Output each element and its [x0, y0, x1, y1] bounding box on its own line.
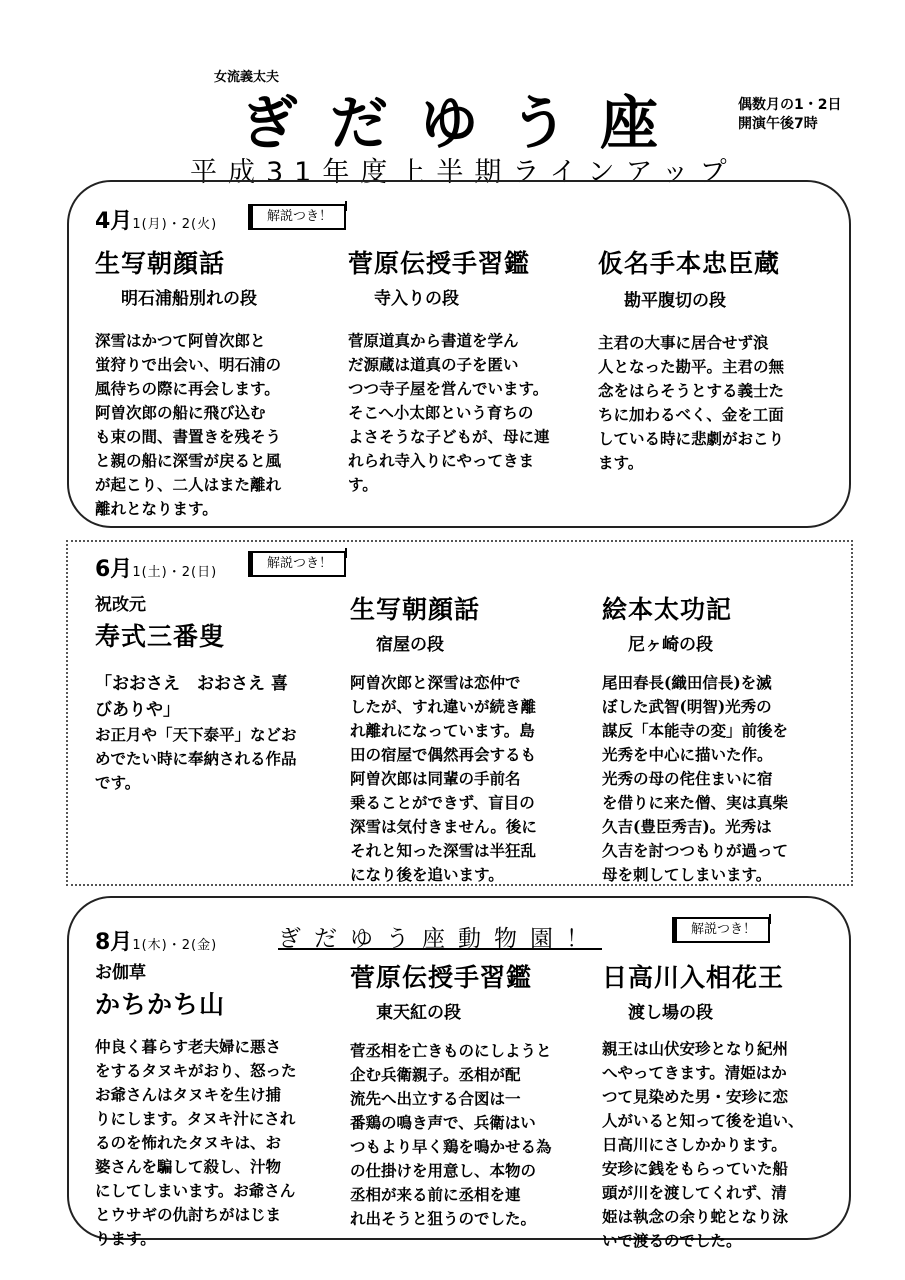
play-scene: 明石浦船別れの段	[121, 289, 257, 309]
august-play-1	[95, 958, 335, 1251]
event-title: ぎだゆう座動物園！	[278, 926, 602, 952]
august-commentary-badge: 解説つき！	[672, 917, 770, 943]
play-description: 菅原道真から書道を学ん だ源蔵は道真の子を匿い つつ寺子屋を営んでいます。 そこへ小太郎という育ちの よさそうな子どもが、母に連 れられ寺入りにやってきま す。	[348, 331, 550, 494]
august-play-2	[350, 958, 582, 1231]
play-scene: 渡し場の段	[628, 1003, 713, 1023]
play-description: 主君の大事に居合せず浪 人となった勘平。主君の無 念をはらそうとする義士た ちに加わるべく、金を工面 している時に悲劇がおこり ます。	[598, 333, 785, 472]
april-month-label: 4月	[95, 209, 133, 234]
august-play-3	[602, 958, 832, 1253]
august-month	[95, 925, 217, 956]
play-scene: 東天紅の段	[376, 1003, 461, 1023]
troupe-subtitle: 女流義太夫	[214, 70, 280, 85]
play-title: 寿式三番叟	[95, 622, 226, 651]
play-scene: 宿屋の段	[376, 635, 444, 655]
play-description: 仲良く暮らす老夫婦に悪さ をするタヌキがおり、怒った お爺さんはタヌキを生け捕 りにします。タヌキ汁にされ るのを怖れたタヌキは、お 婆さんを騙して殺し、汁物 にしてしまいます。お爺さん とウサギの仇討ちがはじま ります。	[95, 1037, 297, 1248]
play-title: 菅原伝授手習鑑	[348, 249, 531, 278]
play-scene: 勘平腹切の段	[624, 291, 726, 311]
play-scene: 寺入りの段	[374, 289, 459, 309]
april-dates: 1(月)・2(火)	[132, 217, 218, 232]
june-month	[95, 552, 217, 583]
june-play-1	[95, 590, 335, 795]
play-title: 日高川入相花王	[602, 963, 785, 992]
april-month	[95, 204, 217, 235]
august-month-label: 8月	[95, 930, 133, 955]
play-description: 菅丞相を亡きものにしようと 企む兵衛親子。丞相が配 流先へ出立する合図は一 番鶏の鳴き声で、兵衛はい つもより早く鶏を鳴かせる為 の仕掛けを用意し、本物の 丞相が来る前に丞相を連 れ出そうと狙うのでした。	[350, 1041, 552, 1228]
play-description: お正月や「天下泰平」などお めでたい時に奉納される作品 です。	[95, 725, 297, 792]
april-play-2	[348, 244, 580, 497]
schedule-days: 偶数月の1・2日	[738, 97, 842, 113]
june-dates: 1(土)・2(日)	[132, 565, 218, 580]
play-title: 仮名手本忠臣蔵	[598, 249, 781, 278]
play-title: かちかち山	[95, 990, 226, 1019]
schedule-info	[738, 96, 841, 134]
play-title: 菅原伝授手習鑑	[350, 963, 533, 992]
play-quote: 「おおさえ おおさえ 喜 びありや」	[95, 674, 288, 720]
schedule-time: 開演午後7時	[738, 116, 818, 132]
page-title: ぎだゆう座	[240, 89, 691, 157]
play-title: 絵本太功記	[602, 595, 733, 624]
june-commentary-badge: 解説つき！	[248, 551, 346, 577]
play-title: 生写朝顔話	[350, 595, 481, 624]
play-description: 尾田春長(織田信長)を滅 ぼした武智(明智)光秀の 謀反「本能寺の変」前後を 光秀を中心に描いた作。 光秀の母の侘住まいに宿 を借りに来た僧、実は真柴 久吉(豊臣秀吉)。光秀は 久吉を討つつもりが過って 母を刺してしまいます。	[602, 673, 789, 884]
play-scene: 尼ヶ崎の段	[628, 635, 713, 655]
june-play-2	[350, 590, 582, 887]
june-play-3	[602, 590, 830, 887]
april-play-3	[598, 244, 826, 475]
play-description: 阿曽次郎と深雪は恋仲で したが、すれ違いが続き離 れ離れになっています。島 田の宿屋で偶然再会するも 阿曽次郎は同輩の手前名 乗ることができず、盲目の 深雪は気付きません。後に それと知った深雪は半狂乱 になり後を追います。	[350, 673, 537, 884]
play-title: 生写朝顔話	[95, 249, 226, 278]
play-prefix: 祝改元	[95, 595, 146, 615]
play-description: 深雪はかつて阿曽次郎と 蛍狩りで出会い、明石浦の 風待ちの際に再会します。 阿曽次郎の船に飛び込む も束の間、書置きを残そう と親の船に深雪が戻ると風 が起こり、二人はまた離れ 離れとなります。	[95, 331, 282, 518]
april-play-1	[95, 244, 330, 521]
april-commentary-badge: 解説つき！	[248, 204, 346, 230]
june-month-label: 6月	[95, 557, 133, 582]
play-prefix: お伽草	[95, 963, 146, 983]
lineup-heading: 平成31年度上半期ラインアップ	[190, 157, 738, 188]
august-dates: 1(木)・2(金)	[132, 938, 218, 953]
play-description: 親王は山伏安珍となり紀州 へやってきます。清姫はか つて見染めた男・安珍に恋 人がいると知って後を追い、 日高川にさしかかります。 安珍に銭をもらっていた船 頭が川を渡してくれず、清 姫は執念の余り蛇となり泳 いで渡るのでした。	[602, 1039, 804, 1250]
